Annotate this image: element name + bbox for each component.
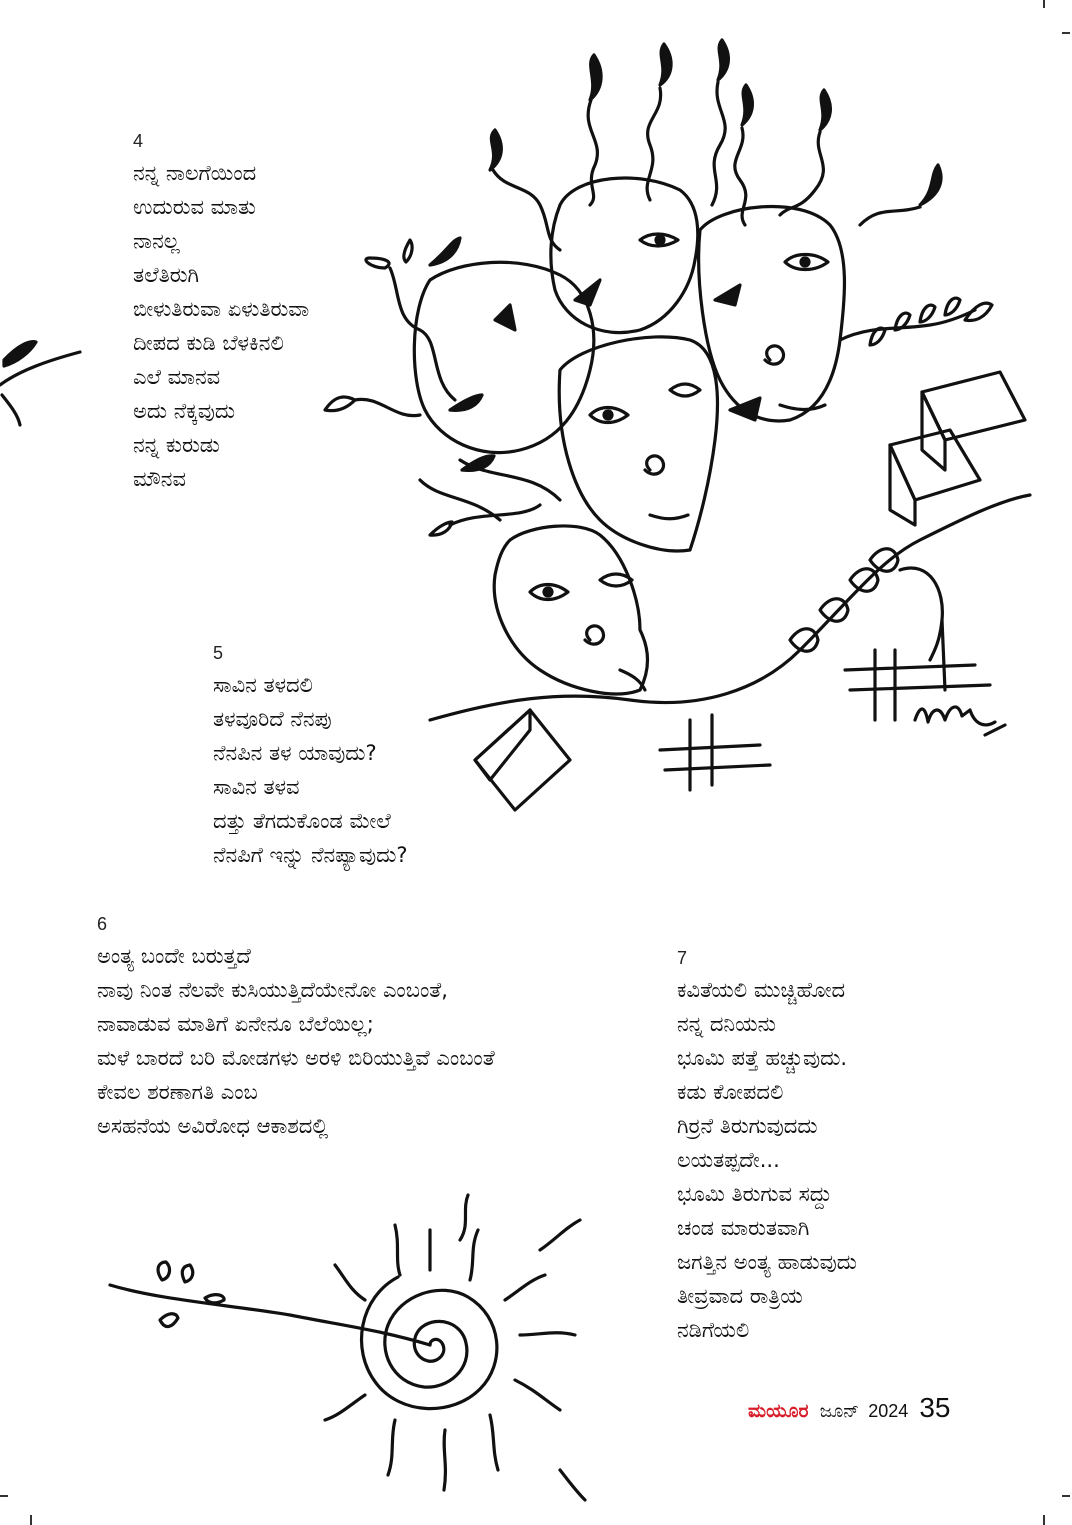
poem-line: ಕಡು ಕೋಪದಲಿ (677, 1080, 784, 1104)
poem-line: ನನ್ನ ದನಿಯನು (677, 1012, 776, 1036)
poem-number: 5 (213, 643, 224, 663)
poem-line: ನಡಿಗೆಯಲಿ (677, 1318, 750, 1342)
poem-line: ತಳವೂರಿದೆ ನೆನಪು (213, 707, 332, 731)
poem-line: ನೆನಪಿನ ತಳ ಯಾವುದು? (213, 741, 377, 765)
poem-line: ನನ್ನ ಕುರುಡು (133, 433, 220, 457)
poem-line: ಅದು ನೆಕ್ಕವುದು (133, 399, 236, 423)
poem-line: ಭೂಮಿ ಪತ್ತೆ ಹಚ್ಚುವುದು. (677, 1046, 848, 1070)
poem-6 (97, 909, 495, 1143)
poem-line: ನನ್ನ ನಾಲಗೆಯಿಂದ (133, 161, 257, 185)
poem-number: 4 (133, 131, 144, 151)
crop-mark (30, 1515, 32, 1525)
poem-line: ಚಂಡ ಮಾರುತವಾಗಿ (677, 1216, 810, 1240)
poem-line: ಮೌನವ (133, 467, 186, 491)
poem-line: ಭೂಮಿ ತಿರುಗುವ ಸದ್ದು (677, 1182, 832, 1206)
poem-line: ನೆನಪಿಗೆ ಇನ್ನು ನೆನಪ್ಯಾವುದು? (213, 843, 408, 867)
poem-line: ಎಲೆ ಮಾನವ (133, 365, 221, 389)
poem-line: ನಾವು ನಿಂತ ನೆಲವೇ ಕುಸಿಯುತ್ತಿದೆಯೇನೋ ಎಂಬಂತೆ, (97, 978, 448, 1002)
faces-vines-illustration (325, 40, 1030, 810)
page-number: 35 (919, 1392, 951, 1423)
poem-line: ನಾವಾಡುವ ಮಾತಿಗೆ ಏನೇನೂ ಬೆಲೆಯಿಲ್ಲ; (97, 1012, 374, 1036)
poem-number: 7 (677, 948, 688, 968)
poem-line: ಮಳೆ ಬಾರದೆ ಬರಿ ಮೋಡಗಳು ಅರಳಿ ಬಿರಿಯುತ್ತಿವೆ ಎಂಬಂತೆ (97, 1046, 495, 1070)
crop-mark (1043, 0, 1045, 8)
magazine-name: ಮಯೂರ (748, 1400, 809, 1422)
crop-mark (1043, 1515, 1045, 1525)
poem-line: ಅಸಹನೆಯ ಅವಿರೋಧ ಆಕಾಶದಲ್ಲಿ (97, 1114, 329, 1138)
crop-mark (1062, 1495, 1070, 1497)
poem-line: ಲಯತಪ್ಪದೇ... (677, 1148, 780, 1172)
poem-line: ತಲೆತಿರುಗಿ (133, 263, 199, 287)
poem-line: ಸಾವಿನ ತಳವ (213, 775, 300, 799)
poem-line: ಅಂತ್ಯ ಬಂದೇ ಬರುತ್ತದೆ (97, 944, 251, 968)
poem-number: 6 (97, 914, 108, 934)
issue-month: ಜೂನ್ (819, 1401, 860, 1422)
crop-mark (1062, 32, 1070, 34)
poem-7 (677, 943, 857, 1347)
poem-4 (133, 126, 309, 496)
poem-line: ಗಿರ್ರನೆ ತಿರುಗುವುದದು (677, 1114, 818, 1138)
sun-spiral-illustration (110, 1195, 585, 1500)
poem-line: ದೀಪದ ಕುಡಿ ಬೆಳಕಿನಲಿ (133, 331, 284, 355)
poem-line: ಉದುರುವ ಮಾತು (133, 195, 256, 219)
poem-line: ಕವಿತೆಯಲಿ ಮುಚ್ಚಿಹೋದ (677, 978, 846, 1002)
poem-line: ತೀವ್ರವಾದ ರಾತ್ರಿಯ (677, 1284, 803, 1308)
poem-line: ಕೇವಲ ಶರಣಾಗತಿ ಎಂಬ (97, 1080, 258, 1104)
poem-line: ನಾನಲ್ಲ (133, 229, 180, 253)
margin-leaf-drawing (0, 342, 80, 425)
poem-line: ಜಗತ್ತಿನ ಅಂತ್ಯ ಹಾಡುವುದು (677, 1250, 857, 1274)
poem-line: ಸಾವಿನ ತಳದಲಿ (213, 673, 313, 697)
poem-5 (213, 638, 408, 872)
poem-line: ದತ್ತು ತೆಗದುಕೊಂಡ ಮೇಲೆ (213, 809, 391, 833)
crop-mark (0, 1495, 8, 1497)
page-footer (748, 1392, 951, 1424)
poem-line: ಬೀಳುತಿರುವಾ ಏಳುತಿರುವಾ (133, 297, 310, 321)
issue-year: 2024 (868, 1401, 909, 1421)
